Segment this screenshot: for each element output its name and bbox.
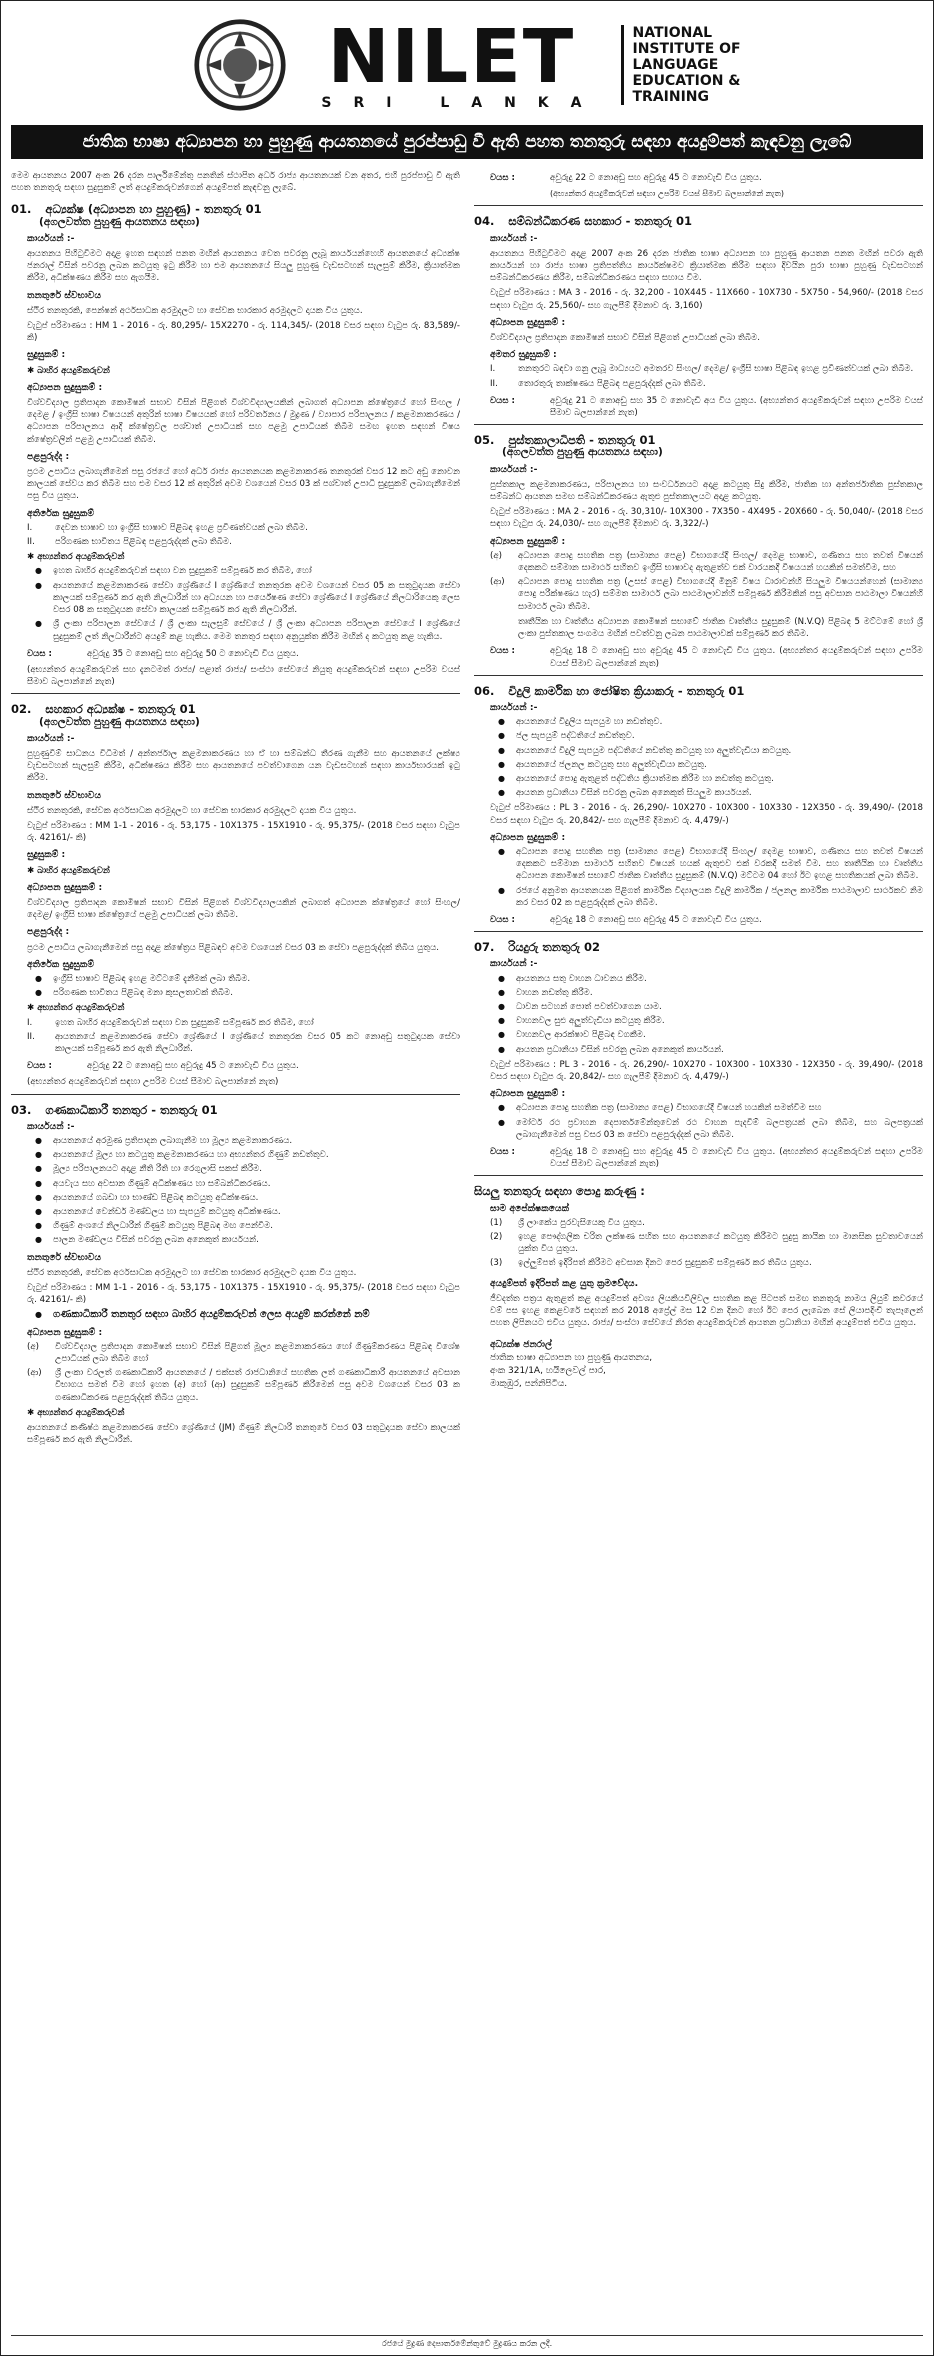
- institute-name: NATIONAL INSTITUTE OF LANGUAGE EDUCATION & TRAINING: [621, 25, 740, 105]
- divider: [474, 1175, 923, 1176]
- divider: [11, 693, 460, 694]
- list-item: ● ආයතනයේ කළමනාකරණ සේවා ශ්‍රේණියේ I ශ්‍රේණියේ තනතුරක අවම වශයෙන් වසර 05 ක සතුටුදායක සේවා කාලයක් සම්පූර්ණ කර ඇති නිලධාරීන් හා අධ්‍යයන හා පර්යේෂණ සේවා ශ්‍රේණියේ I ශ්‍රේණියේ නිලධාරියෙකු ලෙස වසර 08 ක සතුටුදායක සේවා කාලයක් සම්පූර්ණ කර ඇති නිලධාරීන්.: [27, 580, 460, 617]
- section-7-age: වයස : අවුරුදු 18 ට නොඅඩු සහ අවුරුදු 45 ට නොවැඩි විය යුතුය. (අභ්‍යන්තර අයදුම්කරුවන් සඳහා උපරිම වයස් සීමාව බලපාන්නේ නැත): [490, 1147, 923, 1170]
- list-item: ● පරිගණක භාවිතය පිළිබඳ මනා කුසලතාවක් තිබීම.: [27, 987, 460, 999]
- divider: [474, 931, 923, 932]
- list-item: ● ආයතනයේ ගබඩා හා භාණ්ඩ පිළිබඳ කටයුතු අධීක්ෂණය.: [27, 1192, 460, 1204]
- divider: [474, 424, 923, 425]
- header: [11, 7, 923, 123]
- list-item: I. දෙවන භාෂාව හා ඉංග්‍රීසි භාෂාව පිළිබඳ ඉහළ ප්‍රවීණත්වයක් ලබා තිබීම.: [27, 522, 308, 533]
- section-7-title: 07. රියදුරු තනතුරු 02: [474, 940, 600, 955]
- list-item: ● ගිණුම් අංශයේ නිලධාරීන් ගිණුම් කටයුතු පිළිබඳ මඟ පෙන්වීම.: [27, 1220, 460, 1232]
- divider: [474, 675, 923, 676]
- signature-block: අධ්‍යක්ෂ ජනරාල් ජාතික භාෂා අධ්‍යාපන හා පුහුණු ආයතනය, අංක 321/1A, හයිලෙවල් පාර, මාකුඹුර, පන්නිපිටිය.: [490, 1340, 653, 1390]
- section-3-salary: වැටුප් පරිමාණය : MM 1-1 - 2016 - රු. 53,175 - 10X1375 - 15X1910 - රු. 95,375/- (2018 වසර සඳහා වැටුප රු. 42161/- කි): [27, 1283, 460, 1306]
- section-7-salary: වැටුප් පරිමාණය : PL 3 - 2016 - රු. 26,290/- 10X270 - 10X300 - 10X330 - 12X350 - රු. 39,490/- (2018 වසර සඳහා වැටුප රු. 20,842/- සහ ගැලපීම් දීමනාව රු. 4,479/-): [490, 1059, 923, 1082]
- list-item: ● ආයතනය සතු වාහන ධාවනය කිරීම.: [490, 973, 923, 985]
- list-item: ● පාලන මණ්ඩලය විසින් පවරනු ලබන අනෙකුත් කාර්යයන්.: [27, 1234, 460, 1246]
- right-column: වයස : අවුරුදු 22 ට නොඅඩු සහ අවුරුදු 45 ට නොවැඩි විය යුතුය. (අභ්‍යන්තර අයදුම්කරුවන් සඳහා උපරිම වයස් සීමාව බලපාන්නේ නැත) 04. සම්බන්ධීකරණ සහකාර - තනතුරු 01 කාර්යයන් :- ආයතනය පිහිටුවීමට අදාළ 2007 අංක 26 දරන ජාතික භාෂා අධ්‍යාපන හා පුහුණු ආයතන පනත මඟින් පවරා ඇති කාර්යයන් හා රාජ්‍ය භාෂා ප්‍රතිපත්තිය කාර්යක්ෂමව ක්‍රියාත්මක කිරීම සඳහා දිවයින පුරා භාෂා පුහුණු වැඩසටහන් සම්බන්ධීකරණය කිරීම, සම්බන්ධීකරණය සඳහා සහාය වීම. වැටුප් පරිමාණය : MA 3 - 2016 - රු. 32,200 - 10X445 - 11X660 - 10X730 - 5X750 - 54,960/- (2018 වසර සඳහා වැටුප රු. 25,560/- සහ ගැලපීම් දීමනාව රු. 3,160) අධ්‍යාපන සුදුසුකම් : විශ්වවිද්‍යාල ප්‍රතිපාදන කොමිෂන් සභාව විසින් පිළිගත් උපාධියක් ලබා තිබීම. අමතර සුදුසුකම් : I. තනතුරට බඳවා ගනු ලැබූ මාධ්‍යයට අමතරව සිංහල/ දෙමළ/ ඉංග්‍රීසි භාෂා පිළිබඳ ඉහළ ප්‍රවීණත්වයක් ලබා තිබීම. II. තොරතුරු තාක්ෂණය පිළිබඳ පළපුරුද්දක් ලබා තිබීම. වයස : අවුරුදු 21 ට නොඅඩු සහ 35 ට නොවැඩි අය විය යුතුය. (අභ්‍යන්තර අයදුම්කරුවන් සඳහා උපරිම වයස් සීමාව බලපාන්නේ නැත) 05. පුස්තකාලාධිපති - තනතුරු 01 (අගලවත්ත පුහුණු ආයතනය සඳහා) කාර්යයන් :- පුස්තකාල කළමනාකරණය, පරිපාලනය හා සංවර්ධනයට අදාළ කටයුතු සිදු කිරීම, ජාතික හා අන්තර්ජාතික පුස්තකාල සම්බන්ධ ආයතන සමඟ සම්බන්ධීකරණය ඇතුළු පුස්තකාලයට අදාළ කටයුතු. වැටුප් පරිමාණය : MA 2 - 2016 - රු. 30,310/- 10X300 - 7X350 - 4X495 - 20X660 - රු. 50,040/- (2018 වසර සඳහා වැටුප රු. 24,030/- සහ ගැලපීම් දීමනාව රු. 3,322/-) අධ්‍යාපන සුදුසුකම් : (අ) අධ්‍යාපන පොදු සහතික පත්‍ර (සාමාන්‍ය පෙළ) විභාගයේදී සිංහල/ දෙමළ භාෂාව, ගණිතය සහ තවත් විෂයන් දෙකකට සම්මාන සාමාර්ථ සහිතව ඉංග්‍රීසි භාෂාවද ඇතුළත්ව එක් වාරයකදී විෂයයන් හයකින් සමත්වීම, සහ (ආ) අධ්‍යාපන පොදු සහතික පත්‍ර (උසස් පෙළ) විභාගයේදී මිනුම් විෂය ධාරාවන්හි සියලුම විෂයයන්හෙන් (සාමාන්‍ය පොදු පරීක්ෂණය හැර) සම්මත සාමාර්ථ ලබා පාඨමාලාවන්හි සම්පූර්ණ කිරීමකින් පසු අවසාන පාඨමාලා විෂයන්හි සාමාර්ථ ලබා තිබීම. තෘතීයික හා වෘත්තීය අධ්‍යාපන කොමිෂන් සභාවේ ජාතික වෘත්තීය සුදුසුකම් (N.V.Q) පිළිබඳ 5 මට්ටමේ හෝ ශ්‍රී ලංකා පුස්තකාල සංගමය මඟින් පවත්වනු ලබන පාඨමාලාවක් සම්පූර්ණ කර තිබීම. වයස : අවුරුදු 18 ට නොඅඩු සහ අවුරුදු 45 ට නොවැඩි විය යුතුය. (අභ්‍යන්තර අයදුම්කරුවන් සඳහා උපරිම වයස් සීමාව බලපාන්නේ නැත) 06. විදුලි කාර්මික හා ජෝෂිත ක්‍රියාකරු - තනතුරු 01 කාර්යයන් :- ● ආයතනයේ විදුලිය සැපයුම හා නඩත්තුව. ● ජල සැපයුම් පද්ධතියේ නඩත්තුව. ● ආයතනයේ විදුලි සැපයුම පද්ධතියේ නඩත්තු කටයුතු හා අලුත්වැඩියා කටයුතු. ● ආයතනයේ ජලනල කටයුතු සහ අලුත්වැඩියා කටයුතු. ● ආයතනයේ පොදු ඇතුළත් පද්ධතිය ක්‍රියාත්මක කිරීම හා නඩත්තු කටයුතු. ● ආයතන ප්‍රධානියා විසින් පවරනු ලබන අනෙකුත් සියලුම කාර්යයන්. වැටුප් පරිමාණය : PL 3 - 2016 - රු. 26,290/- 10X270 - 10X300 - 10X330 - 12X350 - රු. 39,490/- (2018 වසර සඳහා වැටුප රු. 20,842/- සහ ගැලපීම් දීමනාව රු. 4,479/-) අධ්‍යාපන සුදුසුකම් : ● අධ්‍යාපන පොදු සහතික පත්‍ර (සාමාන්‍ය පෙළ) විභාගයේදී සිංහල/ දෙමළ භාෂාව, ගණිතය සහ තවත් විෂයන් දෙකකට සම්මාන සාමාර්ථ සහිතව විෂයන් හයක් ඇතුළුව එක් වරකදී සමත් වීම. සහ තෘතීයික හා වෘත්තීය අධ්‍යාපන කොමිෂන් සභාවේ ජාතික වෘත්තීය සුදුසුකම් (N.V.Q) මට්ටම 04 හෝ ඊට ඉහළ සහතිකයක් ලබා තිබීම. ● රජයේ අනුමත ආයතනයක පිළිගත් කාර්මික විද්‍යාලයක විදුලි කාර්මික / ජලනල කාර්මික පාඨමාලාව සාර්ථකව නිම කර වසර 02 ක පළපුරුද්දක් ලබා තිබීම. වයස : අවුරුදු 18 ට නොඅඩු සහ අවුරුදු 45 ට නොවැඩි විය යුතුය. 07. රියදුරු තනතුරු 02 කාර්යයන් :- ● ආයතනය සතු වාහන ධාවනය කිරීම. ● වාහන නඩත්තු කිරීම. ● ධාවන සටහන් පොත් පවත්වාගෙන යාම. ● වාහනවල සුළු අලුත්වැඩියා කටයුතු කිරීම. ● වාහනවල ආරක්ෂාව පිළිබඳ වගකීම. ● ආයතන ප්‍රධානියා විසින් පවරනු ලබන අනෙකුත් කාර්යයන්. වැටුප් පරිමාණය : PL 3 - 2016 - රු. 26,290/- 10X270 - 10X300 - 10X330 - 12X350 - රු. 39,490/- (2018 වසර සඳහා වැටුප රු. 20,842/- සහ ගැලපීම් දීමනාව රු. 4,479/-) අධ්‍යාපන සුදුසුකම් : ● අධ්‍යාපන පොදු සහතික පත්‍ර (සාමාන්‍ය පෙළ) විභාගයේදී විෂයන් හයකින් සමත්වීම සහ ● මෝටර් රථ ප්‍රවාහන දෙපාර්තමේන්තුවෙන් රථ වාහන පැදවීම් බලපත්‍රයක් ලබා තිබීම, සහ බලපත්‍රයක් ලබාගැනීමෙන් පසු වසර 03 ක සේවා පළපුරුද්දක් ලබා තිබීම. වයස : අවුරුදු 18 ට නොඅඩු සහ අවුරුදු 45 ට නොවැඩි විය යුතුය. (අභ්‍යන්තර අයදුම්කරුවන් සඳහා උපරිම වයස් සීමාව බලපාන්නේ නැත) සියලු තනතුරු සඳහා පොදු කරුණු : සාම අපේක්ෂකයෙක් (1) ශ්‍රී ලාංකේය පුරවැසියෙකු විය යුතුය. (2) ඉහළ පෞද්ගලික චරිත ලක්ෂණ සහිත සහ ආයතනයේ කටයුතු කිරීමට සුදුසු කායික හා මානසික සුවතාවයෙන් යුක්ත විය යුතුය. (3) ඉල්ලුම්පත් ඉදිරිපත් කිරීමට අවසාන දිනට පෙර සුදුසුකම් සම්පූර්ණ කර තිබිය යුතුය. අයදුම්පත් ඉදිරිපත් කළ යුතු ක්‍රමවේදය. ජීවදත්ත පත්‍රය ඇතුළත් කළ අයදුම්පත් අවශ්‍ය ලියකියවිලිවල සහතික කළ පිටපත් සමඟ තනතුරු නාමය ලියුම් කවරයේ වම් පස ඉහළ කෙළවරේ සඳහන් කර 2018 අප්‍රේල් මස 12 වන දිනට හෝ ඊට පෙර ලැබෙන සේ ලියාපදිංචි තැපෑලෙන් පහත ලිපිනයට එවිය යුතුය. රාජ්‍ය/ සංස්ථා සේවයේ නිරත අයදුම්කරුවන් ආයතන ප්‍රධානියා මඟින් අයදුම්පත් එවිය යුතුය. අධ්‍යක්ෂ ජනරාල් ජාතික භාෂා අධ්‍යාපන හා පුහුණු ආයතනය, අංක 321/1A, හයිලෙවල් පාර, මාකුඹුර, පන්නිපිටිය.: [474, 167, 923, 1449]
- list-item: II. පරිගණක භාවිතය පිළිබඳ පළපුරුද්දක් ලබා තිබීම.: [27, 537, 232, 548]
- section-1-age: වයස : අවුරුදු 35 ට නොඅඩු සහ අවුරුදු 50 ට නොවැඩි විය යුතුය.: [27, 648, 299, 659]
- section-1-title: 01. අධ්‍යක්ෂ (අධ්‍යාපන හා පුහුණු) - තනතුරු 01: [11, 202, 262, 217]
- section-2-title: 02. සහකාර අධ්‍යක්ෂ - තනතුරු 01: [11, 702, 196, 717]
- list-item: ● ආයතන ප්‍රධානියා විසින් පවරනු ලබන අනෙකුත් සියලුම කාර්යයන්.: [490, 787, 923, 799]
- list-item: ● ඉහත බාහිර අයදුම්කරුවන් සඳහා වන සුදුසුකම් සම්පූර්ණ කර තිබීම, හෝ: [27, 565, 460, 577]
- general-terms-list: [474, 1217, 923, 1270]
- list-item: ● ආයතනයේ විදුලිය සැපයුම හා නඩත්තුව.: [490, 716, 923, 728]
- intro-paragraph: මෙම ආයතනය 2007 අංක 26 දරන පාර්ලිමේන්තු පනතින් ස්ථාපිත අර්ධ රාජ්‍ය ආයතනයක් වන අතර, එහි පුරප්පාඩු වී ඇති පහත තනතුරු සඳහා සුදුසුකම් ලත් අයදුම්කරුවන්ගෙන් අයදුම්පත් කැඳවනු ලැබේ.: [11, 171, 460, 194]
- list-item: II. තොරතුරු තාක්ෂණය පිළිබඳ පළපුරුද්දක් ලබා තිබීම.: [490, 378, 706, 389]
- footer-note: රජයේ මුද්‍රණ දෙපාර්තමේන්තුවේ මුද්‍රණය කරන ලදී.: [11, 2335, 923, 2349]
- section-4-title: 04. සම්බන්ධීකරණ සහකාර - තනතුරු 01: [474, 214, 692, 229]
- apply-method-text: ජීවදත්ත පත්‍රය ඇතුළත් කළ අයදුම්පත් අවශ්‍ය ලියකියවිලිවල සහතික කළ පිටපත් සමඟ තනතුරු නාමය ලියුම් කවරයේ වම් පස ඉහළ කෙළවරේ සඳහන් කර 2018 අප්‍රේල් මස 12 වන දිනට හෝ ඊට පෙර ලැබෙන සේ ලියාපදිංචි තැපෑලෙන් පහත ලිපිනයට එවිය යුතුය. රාජ්‍ය/ සංස්ථා සේවයේ නිරත අයදුම්කරුවන් ආයතන ප්‍රධානියා මඟින් අයදුම්පත් එවිය යුතුය.: [490, 1293, 923, 1329]
- list-item: ● ආයතනයේ මූල්‍ය හා කටයුතු කළමනාකරණය හා අභ්‍යන්තර ගිණුම් නඩත්තුව.: [27, 1149, 460, 1161]
- section-4-salary: වැටුප් පරිමාණය : MA 3 - 2016 - රු. 32,200 - 10X445 - 11X660 - 10X730 - 5X750 - 54,960/- (2018 වසර සඳහා වැටුප රු. 25,560/- සහ ගැලපීම් දීමනාව රු. 3,160): [490, 288, 923, 311]
- divider: [11, 1094, 460, 1095]
- list-item: ● අයවැය සහ අවසාන ගිණුම් අධීක්ෂණය හා සම්බන්ධීකරණය.: [27, 1178, 460, 1190]
- list-item: ● අධ්‍යාපන පොදු සහතික පත්‍ර (සාමාන්‍ය පෙළ) විභාගයේදී සිංහල/ දෙමළ භාෂාව, ගණිතය සහ තවත් විෂයන් දෙකකට සම්මාන සාමාර්ථ සහිතව විෂයන් හයක් ඇතුළුව එක් වරකදී සමත් වීම. සහ තෘතීයික හා වෘත්තීය අධ්‍යාපන කොමිෂන් සභාවේ ජාතික වෘත්තීය සුදුසුකම් (N.V.Q) මට්ටම 04 හෝ ඊට ඉහළ සහතිකයක් ලබා තිබීම.: [490, 846, 923, 883]
- list-item: ● මෝටර් රථ ප්‍රවාහන දෙපාර්තමේන්තුවෙන් රථ වාහන පැදවීම් බලපත්‍රයක් ලබා තිබීම, සහ බලපත්‍රයක් ලබාගැනීමෙන් පසු වසර 03 ක සේවා පළපුරුද්දක් ලබා තිබීම.: [490, 1117, 923, 1141]
- list-item: ● ආයතනයේ පොදු ඇතුළත් පද්ධතිය ක්‍රියාත්මක කිරීම හා නඩත්තු කටයුතු.: [490, 773, 923, 785]
- list-item: (අ) විශ්වවිද්‍යාල ප්‍රතිපාදන කොමිෂන් සභාව විසින් පිළිගත් මූල්‍ය කළමනාකරණය හෝ ගිණුම්කරණය පිළිබඳ විශේෂ උපාධියක් ලබා තිබීම හෝ: [27, 1341, 460, 1365]
- section-5-salary: වැටුප් පරිමාණය : MA 2 - 2016 - රු. 30,310/- 10X300 - 7X350 - 4X495 - 20X660 - රු. 50,040/- (2018 වසර සඳහා වැටුප රු. 24,030/- සහ ගැලපීම් දීමනාව රු. 3,322/-): [490, 507, 923, 530]
- list-item: ● අධ්‍යාපන පොදු සහතික පත්‍ර (සාමාන්‍ය පෙළ) විභාගයේදී විෂයන් හයකින් සමත්වීම සහ: [490, 1102, 923, 1114]
- section-3-external-heading: ● ගණකාධිකාරී තනතුර සඳහා බාහිර අයදුම්කරුවන් ලෙස අයදුම් කරන්නේ නම්: [27, 1309, 460, 1321]
- section-3-age: වයස : අවුරුදු 22 ට නොඅඩු සහ අවුරුදු 45 ට නොවැඩි විය යුතුය.: [490, 173, 762, 183]
- brand: [299, 14, 604, 111]
- list-item: ● මූල්‍ය පරිපාලනයට අදාළ නීති රීති හා රෙගුලාසි සකස් කිරීම.: [27, 1163, 460, 1175]
- list-item: ● ආයතනයේ වෙන්ඩර් මණ්ඩලය හා සැපයුම් කටයුතු අධීක්ෂණය.: [27, 1206, 460, 1218]
- section-2-salary: වැටුප් පරිමාණය : MM 1-1 - 2016 - රු. 53,175 - 10X1375 - 15X1910 - රු. 95,375/- (2018 වසර සඳහා වැටුප රු. 42161/- කි): [27, 820, 460, 844]
- section-2-age: වයස : අවුරුදු 22 ට නොඅඩු සහ අවුරුදු 45 ට නොවැඩි විය යුතුය.: [27, 1061, 299, 1072]
- section-1-additional: [11, 522, 460, 548]
- list-item: (ආ) අධ්‍යාපන පොදු සහතික පත්‍ර (උසස් පෙළ) විභාගයේදී මිනුම් විෂය ධාරාවන්හි සියලුම විෂයයන්හෙන් (සාමාන්‍ය පොදු පරීක්ෂණය හැර) සම්මත සාමාර්ථ ලබා පාඨමාලාවන්හි සම්පූර්ණ කිරීමකින් පසු අවසාන පාඨමාලා විෂයන්හි සාමාර්ථ ලබා තිබීම.: [490, 577, 923, 612]
- section-6-salary: වැටුප් පරිමාණය : PL 3 - 2016 - රු. 26,290/- 10X270 - 10X300 - 10X330 - 12X350 - රු. 39,490/- (2018 වසර සඳහා වැටුප රු. 20,842/- සහ ගැලපීම් දීමනාව රු. 4,479/-): [490, 803, 923, 826]
- left-column: මෙම ආයතනය 2007 අංක 26 දරන පාර්ලිමේන්තු පනතින් ස්ථාපිත අර්ධ රාජ්‍ය ආයතනයක් වන අතර, එහි පුරප්පාඩු වී ඇති පහත තනතුරු සඳහා සුදුසුකම් ලත් අයදුම්කරුවන්ගෙන් අයදුම්පත් කැඳවනු ලැබේ. 01. අධ්‍යක්ෂ (අධ්‍යාපන හා පුහුණු) - තනතුරු 01 (අගලවත්ත පුහුණු ආයතනය සඳහා) කාර්යයන් :- ආයතනය පිහිටුවීමට අදාළ ඉහත සඳහන් පනත මඟින් ආයතනය වෙත පවරනු ලැබූ කාර්යයන්හෙහි ආයතනයේ අධ්‍යක්ෂ ජනරාල් විසින් පවරනු ලබන කටයුතු ඉටු කිරීම හා එම ආයතනයේ සියලු පුහුණු වැඩසටහන් සැලසුම් කිරීම, ක්‍රියාත්මක කිරීම, අධීක්ෂණය කිරීම සහ ඇගයීම. තනතුරේ ස්වභාවය ස්ථිර තනතුරකි, පෙන්ෂන් අර්ථසාධක අරමුදලට හා සේවක භාරකාර අරමුදලට දායක විය යුතුය. වැටුප් පරිමාණය : HM 1 - 2016 - රු. 80,295/- 15X2270 - රු. 114,345/- (2018 වසර සඳහා වැටුප රු. 83,589/- කි) සුදුසුකම් : ✱ බාහිර අයදුම්කරුවන් අධ්‍යාපන සුදුසුකම් : විශ්වවිද්‍යාල ප්‍රතිපාදන කොමිෂන් සභාව විසින් පිළිගත් විශ්වවිද්‍යාලයකින් ලබාගත් අධ්‍යාපන ක්ෂේත්‍රයේ හෝ සිංහල / දෙමළ / ඉංග්‍රීසි භාෂා විෂයයන් අතුරින් භාෂා විෂයයක් හෝ පරිවර්තනය / මුද්‍රණ / ව්‍යාපාර පරිපාලනය / කළමනාකරණය / අධ්‍යාපන පරිපාලනය ආදී ක්ෂේත්‍රවල පශ්චාත් උපාධියක් සහ පළමු උපාධියක් තිබීම සමඟ ඉහත සඳහන් විෂය ක්ෂේත්‍රවලින් පළමු උපාධියක් තිබීම. පළපුරුද්ද : ප්‍රථම උපාධිය ලබාගැනීමෙන් පසු රජයේ හෝ අර්ධ රාජ්‍ය ආයතනයක කළමනාකරණ තනතුරක් වසර 12 කට අඩු නොවන කාලයක් සේවය කර තිබීම සහ එම වසර 12 ක් අතුරින් අවම වශයෙන් වසර 03 ක් පශ්චාත් උපාධි සුදුසුකම් ලබාගැනීමෙන් පසු විය යුතුය. අතිරේක සුදුසුකම් I. දෙවන භාෂාව හා ඉංග්‍රීසි භාෂාව පිළිබඳ ඉහළ ප්‍රවීණත්වයක් ලබා තිබීම. II. පරිගණක භාවිතය පිළිබඳ පළපුරුද්දක් ලබා තිබීම. ✱ අභ්‍යන්තර අයදුම්කරුවන් ● ඉහත බාහිර අයදුම්කරුවන් සඳහා වන සුදුසුකම් සම්පූර්ණ කර තිබීම, හෝ ● ආයතනයේ කළමනාකරණ සේවා ශ්‍රේණියේ I ශ්‍රේණියේ තනතුරක අවම වශයෙන් වසර 05 ක සතුටුදායක සේවා කාලයක් සම්පූර්ණ කර ඇති නිලධාරීන් හා අධ්‍යයන හා පර්යේෂණ සේවා ශ්‍රේණියේ I ශ්‍රේණියේ නිලධාරියෙකු ලෙස වසර 08 ක සතුටුදායක සේවා කාලයක් සම්පූර්ණ කර ඇති නිලධාරීන්. ● ශ්‍රී ලංකා පරිපාලන සේවයේ / ශ්‍රී ලංකා සැලසුම් සේවයේ / ශ්‍රී ලංකා අධ්‍යාපන පරිපාලන සේවයේ I ශ්‍රේණියේ සුදුසුකම් ලත් නිලධාරීන්ට අයදුම් කළ හැකිය. මෙම තනතුර සඳහා අනුයුක්ත කිරීම මඟින් ද කටයුතු කළ හැකිය. වයස : අවුරුදු 35 ට නොඅඩු සහ අවුරුදු 50 ට නොවැඩි විය යුතුය. (අභ්‍යන්තර අයදුම්කරුවන් සහ දැනටමත් රාජ්‍ය/ පළාත් රාජ්‍ය/ සංස්ථා සේවයේ නියුතු අයදුම්කරුවන් සඳහා උපරිම වයස් සීමාව බලපාන්නේ නැත) 02. සහකාර අධ්‍යක්ෂ - තනතුරු 01 (අගලවත්ත පුහුණු ආයතනය සඳහා) කාර්යයන් :- පුහුණුවීම් සාධනය විධිමත් / අන්තර්ජාල කළමනාකරණය හා ඒ හා සම්බන්ධ තීරණ ගැනීම සහ ආයතනයේ ලක්ෂ්‍ය වැඩසටහන් සැලසුම් කිරීම, අධීක්ෂණය කිරීම සහ ආයතනයේ පවත්වාගෙන යන වැඩසටහන් සඳහා කාර්යභාරයක් ඉටු කිරීම. තනතුරේ ස්වභාවය ස්ථිර තනතුරකි, සේවක අර්ථසාධක අරමුදලට හා සේවක භාරකාර අරමුදලට දායක විය යුතුය. වැටුප් පරිමාණය : MM 1-1 - 2016 - රු. 53,175 - 10X1375 - 15X1910 - රු. 95,375/- (2018 වසර සඳහා වැටුප රු. 42161/- කි) සුදුසුකම් : ✱ බාහිර අයදුම්කරුවන් අධ්‍යාපන සුදුසුකම් : විශ්වවිද්‍යාල ප්‍රතිපාදන කොමිෂන් සභාව විසින් පිළිගත් විශ්වවිද්‍යාලයකින් ලබාගත් අධ්‍යාපන ක්ෂේත්‍රයේ හෝ සිංහල/ දෙමළ/ ඉංග්‍රීසි භාෂා ක්ෂේත්‍රයේ පළමු උපාධියක් ලබා තිබීම. පළපුරුද්ද : ප්‍රථම උපාධිය ලබාගැනීමෙන් පසු අදාළ ක්ෂේත්‍රය පිළිබඳව අවම වශයෙන් වසර 03 ක සේවා පළපුරුද්දක් තිබිය යුතුය. අතිරේක සුදුසුකම් ● ඉංග්‍රීසි භාෂාව පිළිබඳ ඉහළ මට්ටමේ දැනීමක් ලබා තිබීම. ● පරිගණක භාවිතය පිළිබඳ මනා කුසලතාවක් තිබීම. ✱ අභ්‍යන්තර අයදුම්කරුවන් I. ඉහත බාහිර අයදුම්කරුවන් සඳහා වන සුදුසුකම් සම්පූර්ණ කර තිබීම, හෝ II. ආයතනයේ කළමනාකරණ සේවා ශ්‍රේණියේ I ශ්‍රේණියේ තනතුරක වසර 05 කට නොඅඩු සතුටුදායක සේවා කාලයක් සම්පූර්ණ කර ඇති නිලධාරීන්. වයස : අවුරුදු 22 ට නොඅඩු සහ අවුරුදු 45 ට නොවැඩි විය යුතුය. (අභ්‍යන්තර අයදුම්කරුවන් සඳහා උපරිම වයස් සීමාව බලපාන්නේ නැත) 03. ගණකාධිකාරී තනතුර - තනතුරු 01 කාර්යයන් :- ● ආයතනයේ අරමුණ ප්‍රතිපාදන ලබාගැනීම හා මූල්‍ය කළමනාකරණය. ● ආයතනයේ මූල්‍ය හා කටයුතු කළමනාකරණය හා අභ්‍යන්තර ගිණුම් නඩත්තුව. ● මූල්‍ය පරිපාලනයට අදාළ නීති රීති හා රෙගුලාසි සකස් කිරීම. ● අයවැය සහ අවසාන ගිණුම් අධීක්ෂණය හා සම්බන්ධීකරණය. ● ආයතනයේ ගබඩා හා භාණ්ඩ පිළිබඳ කටයුතු අධීක්ෂණය. ● ආයතනයේ වෙන්ඩර් මණ්ඩලය හා සැපයුම් කටයුතු අධීක්ෂණය. ● ගිණුම් අංශයේ නිලධාරීන් ගිණුම් කටයුතු පිළිබඳ මඟ පෙන්වීම. ● පාලන මණ්ඩලය විසින් පවරනු ලබන අනෙකුත් කාර්යයන්. තනතුරේ ස්වභාවය ස්ථිර තනතුරකි, සේවක අර්ථසාධක අරමුදලට හා සේවක භාරකාර අරමුදලට දායක විය යුතුය. වැටුප් පරිමාණය : MM 1-1 - 2016 - රු. 53,175 - 10X1375 - 15X1910 - රු. 95,375/- (2018 වසර සඳහා වැටුප රු. 42161/- කි) ● ගණකාධිකාරී තනතුර සඳහා බාහිර අයදුම්කරුවන් ලෙස අයදුම් කරන්නේ නම් අධ්‍යාපන සුදුසුකම් : (අ) විශ්වවිද්‍යාල ප්‍රතිපාදන කොමිෂන් සභාව විසින් පිළිගත් මූල්‍ය කළමනාකරණය හෝ ගිණුම්කරණය පිළිබඳ විශේෂ උපාධියක් ලබා තිබීම හෝ (ආ) ශ්‍රී ලංකා වරලත් ගණකාධිකාරී ආයතනයේ / එක්සත් රාජධානියේ සහතික ලත් ගණකාධිකාරී ආයතනයේ අවසාන විභාගය සමත් වීම හෝ ඉහත (අ) හෝ (ආ) සුදුසුකම් සම්පූර්ණ කිරීමෙන් පසු අවම වශයෙන් වසර 03 ක ගණකාධිකරණ පළපුරුද්දක් තිබිය යුතුය. ✱ අභ්‍යන්තර අයදුම්කරුවන් ආයතනයේ කණිෂ්ඨ කළමනාකරණ සේවා ශ්‍රේණියේ (JM) ගිණුම් නිලධාරී තනතුරේ වසර 03 සතුටුදායක සේවා කාලයක් සම්පූර්ණ කර ඇති නිලධාරීන්.: [11, 167, 460, 1449]
- section-3-duties: [11, 1135, 460, 1247]
- list-item: I. ඉහත බාහිර අයදුම්කරුවන් සඳහා වන සුදුසුකම් සම්පූර්ණ කර තිබීම, හෝ: [27, 1017, 314, 1028]
- list-item: ● ඉංග්‍රීසි භාෂාව පිළිබඳ ඉහළ මට්ටමේ දැනීමක් ලබා තිබීම.: [27, 973, 460, 985]
- section-1-salary: වැටුප් පරිමාණය : HM 1 - 2016 - රු. 80,295/- 15X2270 - රු. 114,345/- (2018 වසර සඳහා වැටුප රු. 83,589/- කි): [27, 321, 460, 344]
- list-item: (1) ශ්‍රී ලාංකේය පුරවැසියෙකු විය යුතුය.: [490, 1217, 645, 1228]
- brand-country: SRI LANKA: [321, 95, 604, 111]
- list-item: ● ආයතනයේ විදුලි සැපයුම පද්ධතියේ නඩත්තු කටයුතු හා අලුත්වැඩියා කටයුතු.: [490, 745, 923, 757]
- brand-logo-text: NILET: [327, 14, 576, 100]
- list-item: ● වාහන නඩත්තු කිරීම.: [490, 987, 923, 999]
- list-item: I. තනතුරට බඳවා ගනු ලැබූ මාධ්‍යයට අමතරව සිංහල/ දෙමළ/ ඉංග්‍රීසි භාෂා පිළිබඳ ඉහළ ප්‍රවීණත්වයක් ලබා තිබීම.: [490, 364, 914, 375]
- list-item: (2) ඉහළ පෞද්ගලික චරිත ලක්ෂණ සහිත සහ ආයතනයේ කටයුතු කිරීමට සුදුසු කායික හා මානසික සුවතාවයෙන් යුක්ත විය යුතුය.: [490, 1232, 923, 1255]
- list-item: ● ආයතනයේ අරමුණ ප්‍රතිපාදන ලබාගැනීම හා මූල්‍ය කළමනාකරණය.: [27, 1135, 460, 1147]
- section-1-internal: [11, 565, 460, 642]
- section-6-age: වයස : අවුරුදු 18 ට නොඅඩු සහ අවුරුදු 45 ට නොවැඩි විය යුතුය.: [490, 914, 762, 925]
- section-3-title: 03. ගණකාධිකාරී තනතුර - තනතුරු 01: [11, 1102, 218, 1117]
- national-emblem-icon: [193, 18, 287, 112]
- section-4-age: වයස : අවුරුදු 21 ට නොඅඩු සහ 35 ට නොවැඩි අය විය යුතුය. (අභ්‍යන්තර අයදුම්කරුවන් සඳහා උපරිම වයස් සීමාව බලපාන්නේ නැත): [490, 395, 923, 419]
- general-terms-title: සියලු තනතුරු සඳහා පොදු කරුණු :: [474, 1184, 645, 1199]
- notice-banner: ජාතික භාෂා අධ්‍යාපන හා පුහුණු ආයතනයේ පුරප්පාඩු වී ඇති පහත තනතුරු සඳහා අයදුම්පත් කැඳවනු ලැබේ: [11, 125, 923, 159]
- list-item: ● රජයේ අනුමත ආයතනයක පිළිගත් කාර්මික විද්‍යාලයක විදුලි කාර්මික / ජලනල කාර්මික පාඨමාලාව සාර්ථකව නිම කර වසර 02 ක පළපුරුද්දක් ලබා තිබීම.: [490, 885, 923, 909]
- list-item: (ආ) ශ්‍රී ලංකා වරලත් ගණකාධිකාරී ආයතනයේ / එක්සත් රාජධානියේ සහතික ලත් ගණකාධිකාරී ආයතනයේ අවසාන විභාගය සමත් වීම හෝ ඉහත (අ) හෝ (ආ) සුදුසුකම් සම්පූර්ණ කිරීමෙන් පසු අවම වශයෙන් වසර 03 ක ගණකාධිකරණ පළපුරුද්දක් තිබිය යුතුය.: [27, 1368, 460, 1403]
- divider: [474, 205, 923, 206]
- list-item: (අ) අධ්‍යාපන පොදු සහතික පත්‍ර (සාමාන්‍ය පෙළ) විභාගයේදී සිංහල/ දෙමළ භාෂාව, ගණිතය සහ තවත් විෂයන් දෙකකට සම්මාන සාමාර්ථ සහිතව ඉංග්‍රීසි භාෂාවද ඇතුළත්ව එක් වාරයකදී විෂයයන් හයකින් සමත්වීම, සහ: [490, 550, 923, 574]
- list-item: ● ශ්‍රී ලංකා පරිපාලන සේවයේ / ශ්‍රී ලංකා සැලසුම් සේවයේ / ශ්‍රී ලංකා අධ්‍යාපන පරිපාලන සේවයේ I ශ්‍රේණියේ සුදුසුකම් ලත් නිලධාරීන්ට අයදුම් කළ හැකිය. මෙම තනතුර සඳහා අනුයුක්ත කිරීම මඟින් ද කටයුතු කළ හැකිය.: [27, 618, 460, 642]
- list-item: ● ආයතනයේ ජලනල කටයුතු සහ අලුත්වැඩියා කටයුතු.: [490, 759, 923, 771]
- list-item: ● ධාවන සටහන් පොත් පවත්වාගෙන යාම.: [490, 1001, 923, 1013]
- list-item: ● වාහනවල ආරක්ෂාව පිළිබඳ වගකීම.: [490, 1029, 923, 1041]
- content-columns: [11, 167, 923, 1449]
- section-1-duties: ආයතනය පිහිටුවීමට අදාළ ඉහත සඳහන් පනත මඟින් ආයතනය වෙත පවරනු ලැබූ කාර්යයන්හෙහි ආයතනයේ අධ්‍යක්ෂ ජනරාල් විසින් පවරනු ලබන කටයුතු ඉටු කිරීම හා එම ආයතනයේ සියලු පුහුණු වැඩසටහන් සැලසුම් කිරීම, ක්‍රියාත්මක කිරීම, අධීක්ෂණය කිරීම සහ ඇගයීම.: [27, 249, 460, 284]
- apply-method-title: අයදුම්පත් ඉදිරිපත් කළ යුතු ක්‍රමවේදය.: [490, 1277, 639, 1289]
- list-item: ● වාහනවල සුළු අලුත්වැඩියා කටයුතු කිරීම.: [490, 1015, 923, 1027]
- list-item: II. ආයතනයේ කළමනාකරණ සේවා ශ්‍රේණියේ I ශ්‍රේණියේ තනතුරක වසර 05 කට නොඅඩු සතුටුදායක සේවා කාලයක් සම්පූර්ණ කර ඇති නිලධාරීන්.: [27, 1031, 460, 1054]
- section-1-subtitle: (අගලවත්ත පුහුණු ආයතනය සඳහා): [39, 215, 200, 228]
- list-item: ● ආයතන ප්‍රධානියා විසින් පවරනු ලබන අනෙකුත් කාර්යයන්.: [490, 1044, 923, 1056]
- list-item: (3) ඉල්ලුම්පත් ඉදිරිපත් කිරීමට අවසාන දිනට පෙර සුදුසුකම් සම්පූර්ණ කර තිබිය යුතුය.: [490, 1258, 812, 1269]
- section-6-title: 06. විදුලි කාර්මික හා ජෝෂිත ක්‍රියාකරු - තනතුරු 01: [474, 683, 745, 698]
- section-5-title: 05. පුස්තකාලාධිපති - තනතුරු 01: [474, 433, 656, 448]
- section-5-age: වයස : අවුරුදු 18 ට නොඅඩු සහ අවුරුදු 45 ට නොවැඩි විය යුතුය. (අභ්‍යන්තර අයදුම්කරුවන් සඳහා උපරිම වයස් සීමාව බලපාන්නේ නැත): [490, 646, 923, 669]
- list-item: ● ජල සැපයුම් පද්ධතියේ නඩත්තුව.: [490, 730, 923, 742]
